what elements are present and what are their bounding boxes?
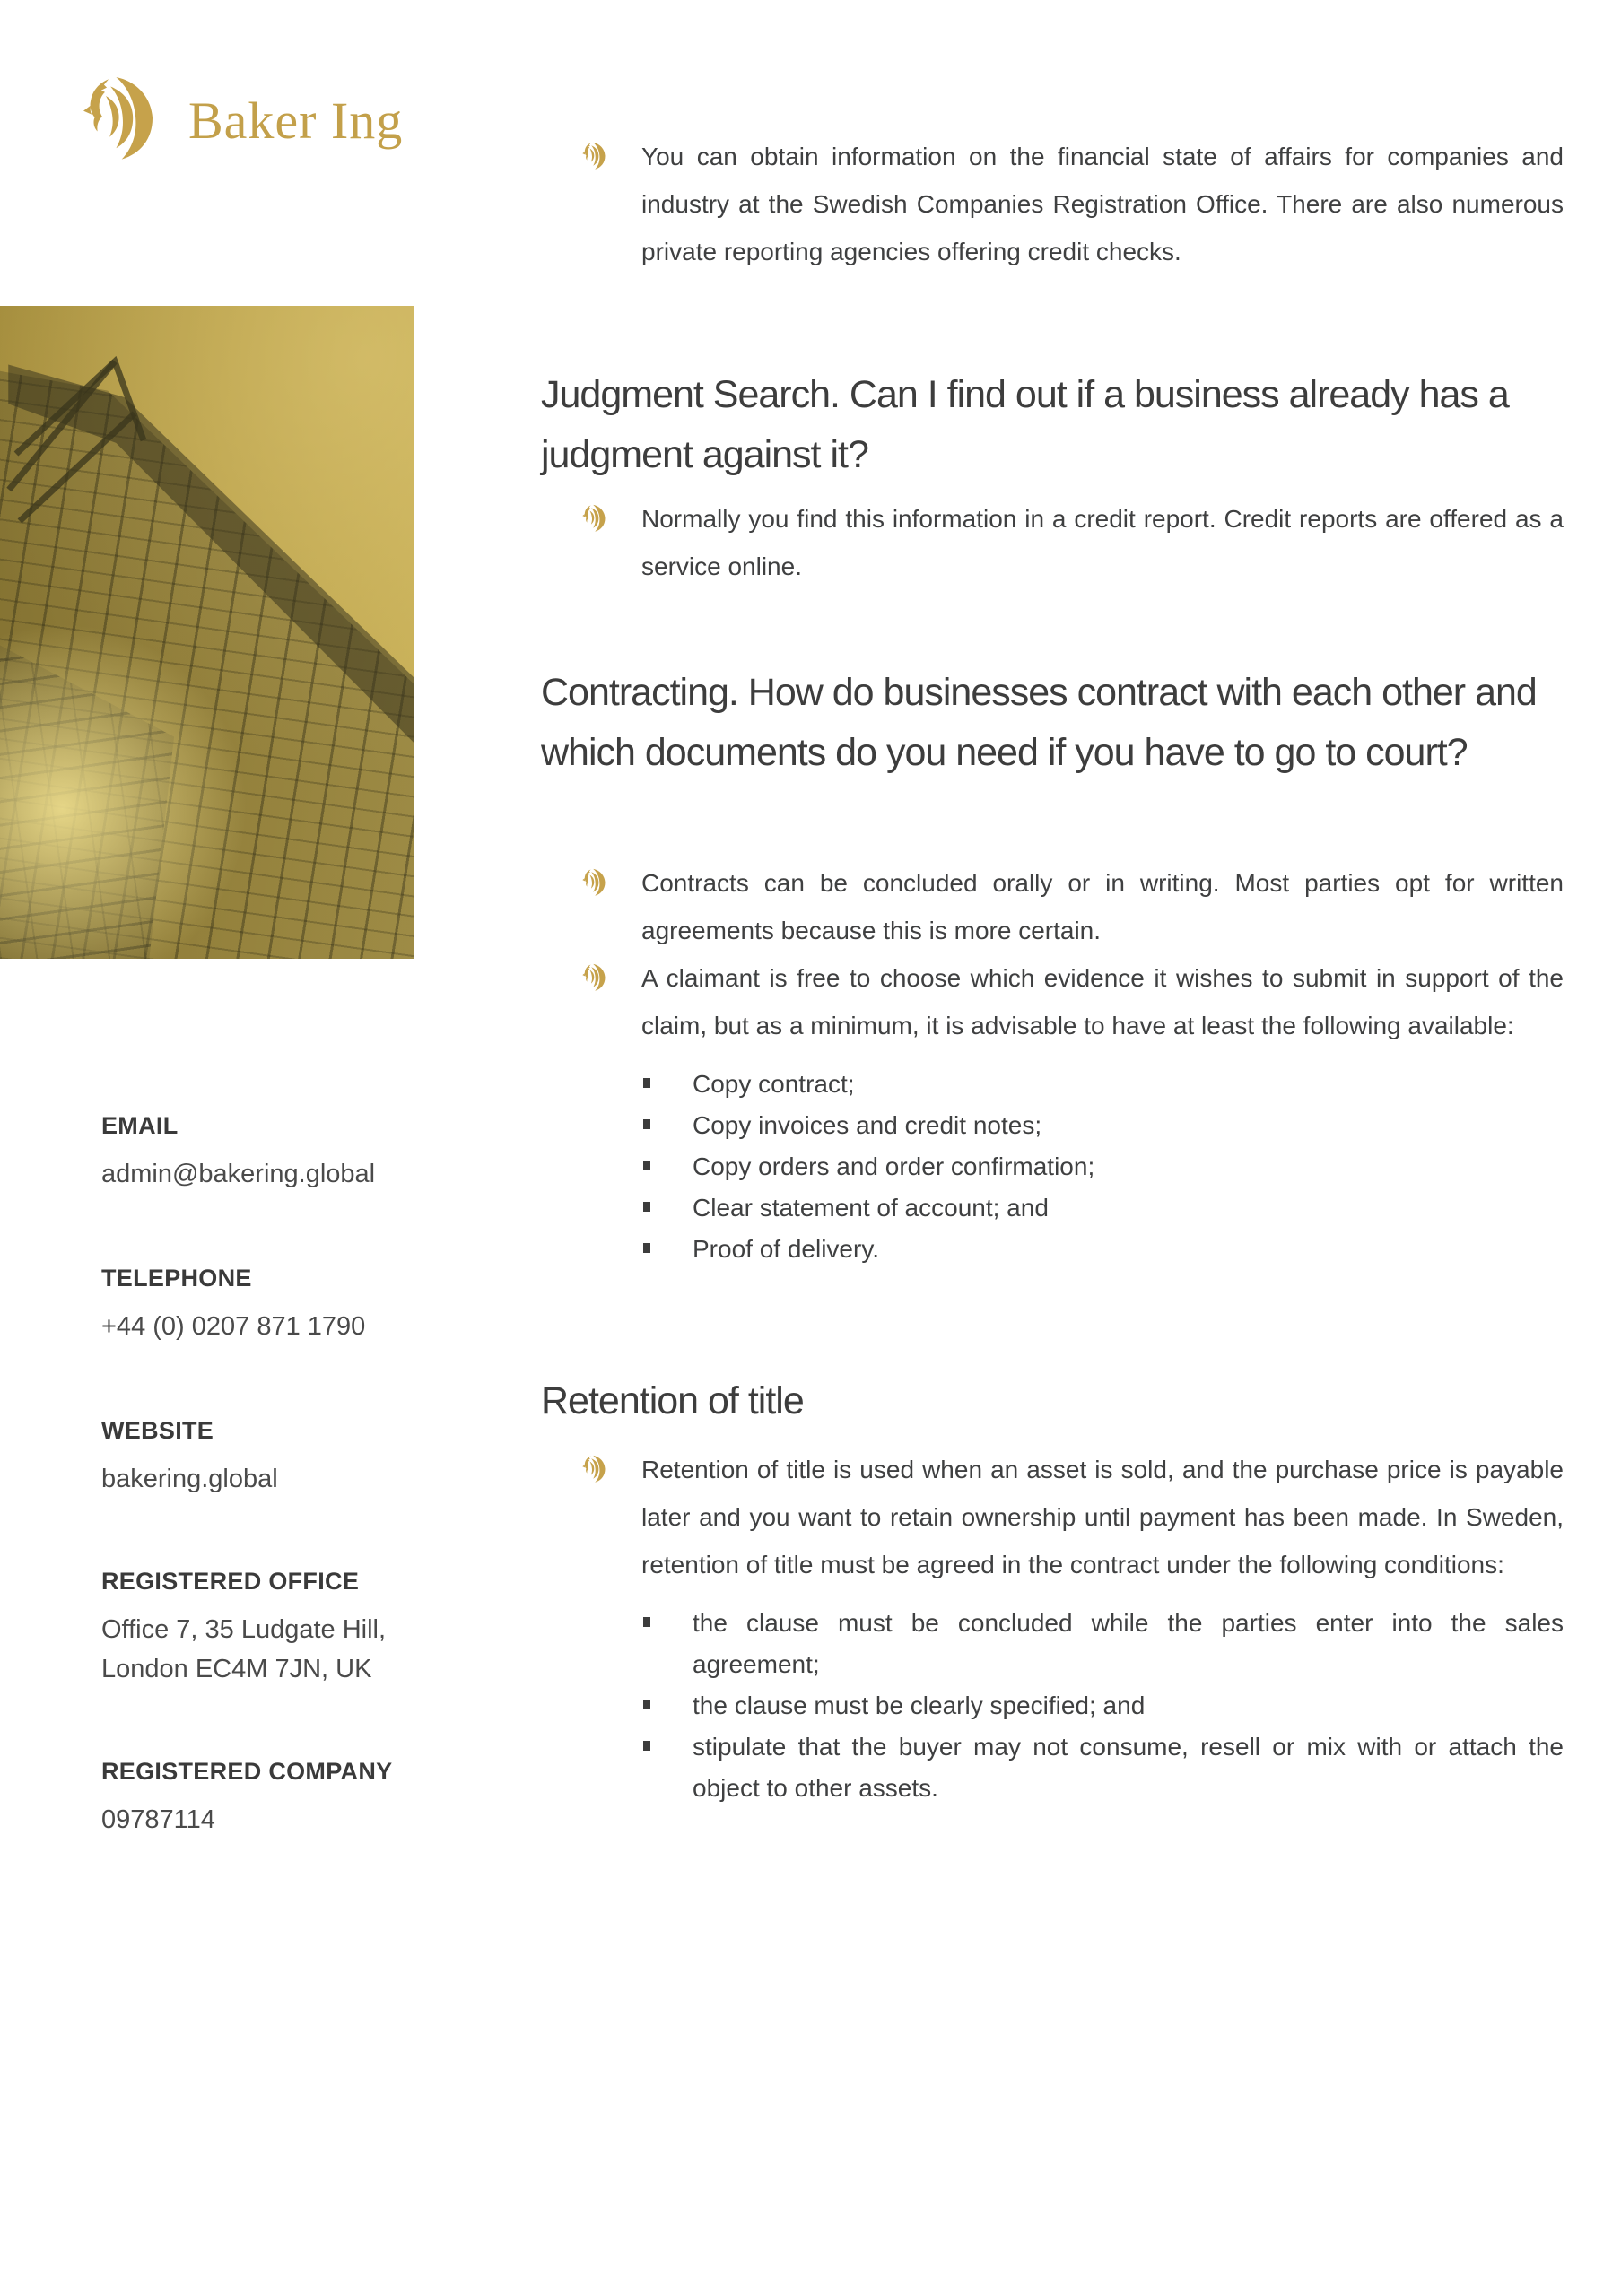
sub-bullet-list bbox=[541, 1603, 1568, 1809]
sub-bullet-item bbox=[693, 1229, 1564, 1270]
lion-bullet-icon bbox=[582, 140, 613, 173]
sub-bullet-text: Copy invoices and credit notes; bbox=[693, 1111, 1042, 1139]
contact-label: REGISTERED OFFICE bbox=[101, 1568, 360, 1595]
contact-value: admin@bakering.global bbox=[101, 1160, 376, 1188]
judgment-search-bullets bbox=[541, 495, 1568, 590]
contact-label: EMAIL bbox=[101, 1112, 179, 1139]
section-heading-judgment-search: Judgment Search. Can I find out if a business already has a judgment against it? bbox=[541, 372, 1509, 476]
sub-bullet-text: stipulate that the buyer may not consume, resell or mix with or attach the object to other assets. bbox=[693, 1733, 1564, 1802]
bullet-item bbox=[541, 859, 1568, 954]
section-heading-contracting: Contracting. How do businesses contract with each other and which documents do you need if you have to go to court? bbox=[541, 670, 1537, 774]
contact-website bbox=[101, 1417, 478, 1499]
contact-label: TELEPHONE bbox=[101, 1265, 252, 1292]
sub-bullet-text: the clause must be concluded while the parties enter into the sales agreement; bbox=[693, 1609, 1564, 1678]
sub-bullet-text: Copy contract; bbox=[693, 1070, 855, 1098]
sub-bullet-item bbox=[693, 1685, 1564, 1726]
sub-bullet-list bbox=[541, 1064, 1568, 1270]
contact-value: Office 7, 35 Ludgate Hill, bbox=[101, 1615, 387, 1644]
contact-value: 09787114 bbox=[101, 1805, 215, 1834]
contact-label: WEBSITE bbox=[101, 1417, 214, 1444]
contact-value: +44 (0) 0207 871 1790 bbox=[101, 1312, 366, 1341]
square-bullet-icon bbox=[643, 1243, 650, 1253]
square-bullet-icon bbox=[643, 1119, 650, 1129]
contact-value: London EC4M 7JN, UK bbox=[101, 1655, 372, 1683]
sub-bullet-text: Clear statement of account; and bbox=[693, 1194, 1049, 1222]
bullet-text: A claimant is free to choose which evidence it wishes to submit in support of the claim, but as a minimum, it is advisable to have at least the following available: bbox=[641, 964, 1564, 1039]
sub-bullet-item bbox=[693, 1146, 1564, 1187]
bullet-text: Contracts can be concluded orally or in writing. Most parties opt for written agreements because this is more certain. bbox=[641, 869, 1564, 944]
contact-email bbox=[101, 1112, 478, 1194]
building-photo bbox=[0, 306, 414, 959]
lion-bullet-icon bbox=[582, 866, 613, 900]
lion-bullet-icon bbox=[582, 961, 613, 995]
lion-bullet-icon bbox=[582, 1453, 613, 1486]
section-heading-retention-of-title: Retention of title bbox=[541, 1378, 804, 1422]
contact-registered-office bbox=[101, 1568, 478, 1689]
bullet-item bbox=[541, 133, 1568, 275]
bullet-item bbox=[541, 495, 1568, 590]
bullet-text: You can obtain information on the financial state of affairs for companies and industry at the Swedish Companies Registration Office. There are also numerous private reporting agencies offering credit checks. bbox=[641, 143, 1564, 265]
square-bullet-icon bbox=[643, 1202, 650, 1212]
bullet-text: Retention of title is used when an asset is sold, and the purchase price is payable later and you want to retain ownership until payment has been made. In Sweden, retention of title must be agreed in the contract under the following conditions: bbox=[641, 1456, 1564, 1578]
square-bullet-icon bbox=[643, 1741, 650, 1751]
sub-bullet-text: Copy orders and order confirmation; bbox=[693, 1152, 1095, 1180]
bullet-item bbox=[541, 954, 1568, 1270]
sub-bullet-text: the clause must be clearly specified; and bbox=[693, 1692, 1146, 1719]
contact-value: bakering.global bbox=[101, 1465, 278, 1493]
square-bullet-icon bbox=[643, 1161, 650, 1170]
square-bullet-icon bbox=[643, 1700, 650, 1709]
contact-label: REGISTERED COMPANY bbox=[101, 1758, 393, 1785]
sub-bullet-item bbox=[693, 1187, 1564, 1229]
square-bullet-icon bbox=[643, 1617, 650, 1627]
sub-bullet-item bbox=[693, 1603, 1564, 1685]
contact-telephone bbox=[101, 1265, 478, 1346]
lion-bullet-icon bbox=[582, 502, 613, 535]
sub-bullet-item bbox=[693, 1105, 1564, 1146]
brand-name: Baker Ing bbox=[188, 91, 404, 150]
bullet-item bbox=[541, 1446, 1568, 1809]
bullet-text: Normally you find this information in a credit report. Credit reports are offered as a service online. bbox=[641, 505, 1564, 580]
lion-icon bbox=[83, 70, 176, 170]
contracting-bullets bbox=[541, 859, 1568, 1270]
brand-logo bbox=[83, 70, 403, 170]
sub-bullet-text: Proof of delivery. bbox=[693, 1235, 880, 1263]
photo-spire bbox=[0, 306, 414, 959]
sub-bullet-item bbox=[693, 1726, 1564, 1809]
intro-paragraph bbox=[541, 133, 1568, 275]
retention-bullets bbox=[541, 1446, 1568, 1809]
contact-registered-company bbox=[101, 1758, 478, 1839]
sub-bullet-item bbox=[693, 1064, 1564, 1105]
square-bullet-icon bbox=[643, 1078, 650, 1088]
